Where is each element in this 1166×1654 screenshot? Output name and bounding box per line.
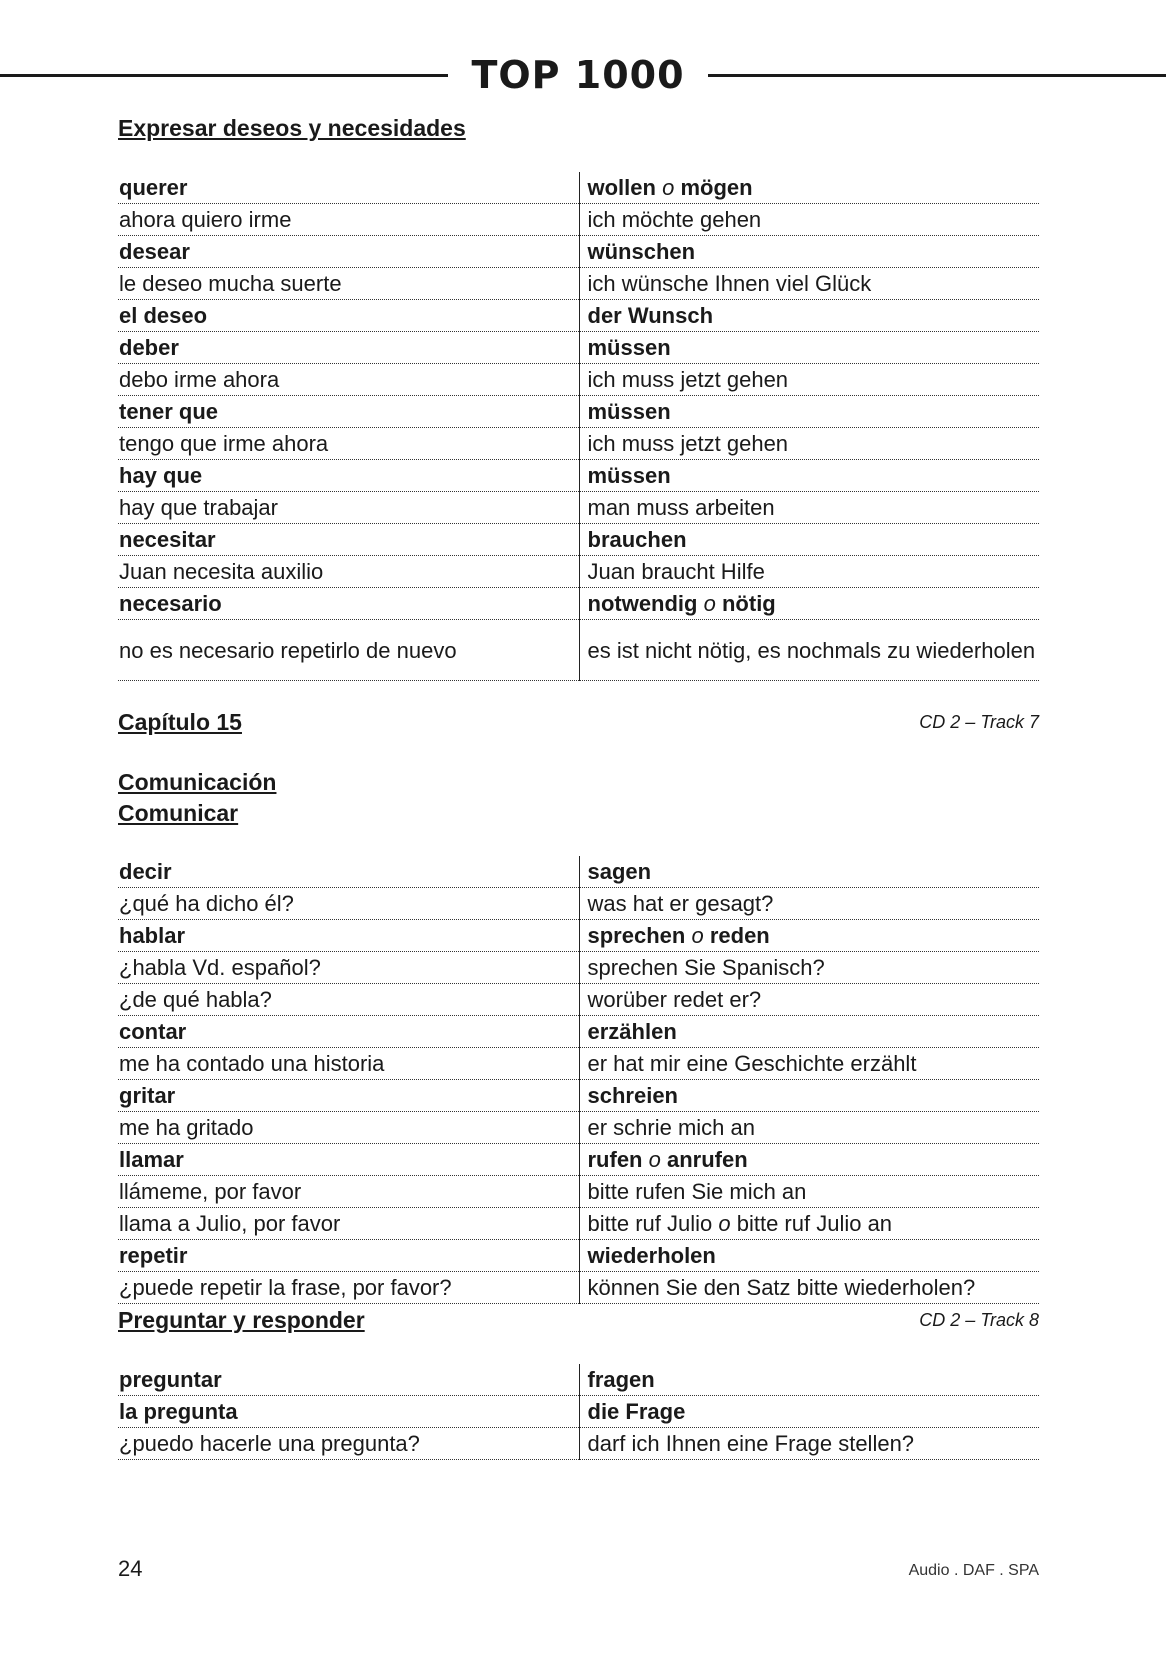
spanish-term: querer xyxy=(118,172,579,204)
german-term xyxy=(579,620,1039,681)
german-term xyxy=(579,920,1039,952)
german-term-text: ich muss jetzt gehen xyxy=(587,367,789,392)
spanish-term: debo irme ahora xyxy=(118,364,579,396)
german-term xyxy=(579,364,1039,396)
german-term xyxy=(579,588,1039,620)
german-term-text: notwendig xyxy=(587,591,698,616)
german-term-text: sagen xyxy=(587,859,652,884)
header-rule-left xyxy=(0,74,448,77)
vocab-row xyxy=(118,1176,1039,1208)
section-track-preguntar: CD 2 – Track 8 xyxy=(919,1310,1039,1330)
spanish-term: la pregunta xyxy=(118,1396,579,1428)
german-term-text: er hat mir eine Geschichte erzählt xyxy=(587,1051,917,1076)
chapter-subtitle-comunicacion: Comunicación xyxy=(118,769,277,795)
spanish-term: necesitar xyxy=(118,524,579,556)
spanish-term: me ha gritado xyxy=(118,1112,579,1144)
german-conjunction: o xyxy=(648,1147,661,1172)
spanish-term: decir xyxy=(118,856,579,888)
vocab-row xyxy=(118,364,1039,396)
spanish-term: no es necesario repetirlo de nuevo xyxy=(118,620,579,681)
spanish-term: llama a Julio, por favor xyxy=(118,1208,579,1240)
german-term-text: die Frage xyxy=(587,1399,686,1424)
chapter-title: Capítulo 15 xyxy=(118,709,242,735)
german-term xyxy=(579,1016,1039,1048)
german-term-text: schreien xyxy=(587,1083,678,1108)
spanish-term: hay que xyxy=(118,460,579,492)
german-term-alt: mögen xyxy=(680,175,753,200)
german-term-text: bitte ruf Julio xyxy=(587,1211,713,1236)
german-term xyxy=(579,396,1039,428)
german-term xyxy=(579,1364,1039,1396)
german-term xyxy=(579,172,1039,204)
vocab-row xyxy=(118,1428,1039,1460)
vocab-row xyxy=(118,492,1039,524)
spanish-term: preguntar xyxy=(118,1364,579,1396)
german-term xyxy=(579,332,1039,364)
spanish-term: tengo que irme ahora xyxy=(118,428,579,460)
german-term-text: darf ich Ihnen eine Frage stellen? xyxy=(587,1431,915,1456)
vocab-row xyxy=(118,1048,1039,1080)
german-term xyxy=(579,984,1039,1016)
german-term xyxy=(579,1048,1039,1080)
vocab-row xyxy=(118,428,1039,460)
german-term xyxy=(579,268,1039,300)
german-term-text: können Sie den Satz bitte wiederholen? xyxy=(587,1275,976,1300)
german-term-text: der Wunsch xyxy=(587,303,714,328)
spanish-term: necesario xyxy=(118,588,579,620)
page-header xyxy=(0,55,1166,95)
german-term-text: wollen xyxy=(587,175,656,200)
spanish-term: gritar xyxy=(118,1080,579,1112)
vocab-row xyxy=(118,1240,1039,1272)
spanish-term: tener que xyxy=(118,396,579,428)
vocab-row xyxy=(118,236,1039,268)
section-title-preguntar: Preguntar y responder xyxy=(118,1307,365,1333)
german-term-text: rufen xyxy=(587,1147,643,1172)
spanish-term: repetir xyxy=(118,1240,579,1272)
vocab-row xyxy=(118,396,1039,428)
german-term xyxy=(579,1240,1039,1272)
vocab-row xyxy=(118,856,1039,888)
header-title: TOP 1000 xyxy=(471,53,685,97)
vocab-row xyxy=(118,888,1039,920)
page-number: 24 xyxy=(118,1556,143,1581)
spanish-term: Juan necesita auxilio xyxy=(118,556,579,588)
german-term xyxy=(579,204,1039,236)
german-term-text: Juan braucht Hilfe xyxy=(587,559,765,584)
german-term-text: wiederholen xyxy=(587,1243,716,1268)
header-rule-right xyxy=(708,74,1166,77)
vocab-table-deseos xyxy=(118,172,1039,681)
german-term-text: er schrie mich an xyxy=(587,1115,756,1140)
vocab-row xyxy=(118,556,1039,588)
german-term xyxy=(579,952,1039,984)
vocab-row xyxy=(118,952,1039,984)
german-term xyxy=(579,1112,1039,1144)
vocab-row xyxy=(118,332,1039,364)
german-term-text: man muss arbeiten xyxy=(587,495,775,520)
german-term-text: erzählen xyxy=(587,1019,677,1044)
german-term-text: brauchen xyxy=(587,527,687,552)
vocab-row xyxy=(118,588,1039,620)
footer-brand: Audio . DAF . SPA xyxy=(908,1562,1039,1579)
spanish-term: llamar xyxy=(118,1144,579,1176)
german-term-text: was hat er gesagt? xyxy=(587,891,774,916)
vocab-row xyxy=(118,524,1039,556)
german-conjunction: o xyxy=(718,1211,731,1236)
german-term-alt: anrufen xyxy=(667,1147,748,1172)
spanish-term: ¿puede repetir la frase, por favor? xyxy=(118,1272,579,1304)
german-term xyxy=(579,300,1039,332)
german-term-alt: reden xyxy=(709,923,770,948)
vocab-row xyxy=(118,1016,1039,1048)
spanish-term: el deseo xyxy=(118,300,579,332)
german-term-text: ich muss jetzt gehen xyxy=(587,431,789,456)
german-term xyxy=(579,428,1039,460)
german-term-text: worüber redet er? xyxy=(587,987,762,1012)
vocab-row xyxy=(118,268,1039,300)
german-term xyxy=(579,524,1039,556)
german-term xyxy=(579,1428,1039,1460)
vocab-row xyxy=(118,1396,1039,1428)
german-term-alt: bitte ruf Julio an xyxy=(736,1211,893,1236)
vocab-table-preguntar xyxy=(118,1364,1039,1460)
german-term xyxy=(579,1208,1039,1240)
chapter-track: CD 2 – Track 7 xyxy=(919,712,1039,732)
german-term xyxy=(579,1080,1039,1112)
german-term-text: es ist nicht nötig, es nochmals zu wiederholen xyxy=(587,637,1036,663)
vocab-row xyxy=(118,1144,1039,1176)
chapter-subtitle-comunicar: Comunicar xyxy=(118,800,239,826)
vocab-row xyxy=(118,1272,1039,1304)
spanish-term: llámeme, por favor xyxy=(118,1176,579,1208)
spanish-term: deber xyxy=(118,332,579,364)
german-conjunction: o xyxy=(691,923,704,948)
vocab-row xyxy=(118,204,1039,236)
vocab-row xyxy=(118,1208,1039,1240)
vocab-row xyxy=(118,460,1039,492)
german-term-text: ich möchte gehen xyxy=(587,207,762,232)
vocab-row xyxy=(118,620,1039,681)
spanish-term: ahora quiero irme xyxy=(118,204,579,236)
german-term-text: wünschen xyxy=(587,239,696,264)
german-term xyxy=(579,1176,1039,1208)
german-term xyxy=(579,888,1039,920)
german-term xyxy=(579,556,1039,588)
german-term-text: ich wünsche Ihnen viel Glück xyxy=(587,271,872,296)
german-term xyxy=(579,236,1039,268)
german-term-text: müssen xyxy=(587,463,671,488)
vocab-row xyxy=(118,984,1039,1016)
vocab-row xyxy=(118,1080,1039,1112)
german-term xyxy=(579,492,1039,524)
spanish-term: ¿de qué habla? xyxy=(118,984,579,1016)
german-term-text: müssen xyxy=(587,399,671,424)
german-term xyxy=(579,1396,1039,1428)
spanish-term: ¿habla Vd. español? xyxy=(118,952,579,984)
spanish-term: hablar xyxy=(118,920,579,952)
german-term xyxy=(579,1144,1039,1176)
german-term-text: fragen xyxy=(587,1367,655,1392)
german-term xyxy=(579,1272,1039,1304)
german-term xyxy=(579,856,1039,888)
vocab-row xyxy=(118,1112,1039,1144)
vocab-row xyxy=(118,920,1039,952)
spanish-term: ¿qué ha dicho él? xyxy=(118,888,579,920)
german-term-alt: nötig xyxy=(721,591,776,616)
spanish-term: le deseo mucha suerte xyxy=(118,268,579,300)
vocab-row xyxy=(118,1364,1039,1396)
german-conjunction: o xyxy=(703,591,716,616)
german-term-text: müssen xyxy=(587,335,671,360)
vocab-row xyxy=(118,300,1039,332)
german-term-text: sprechen xyxy=(587,923,686,948)
vocab-row xyxy=(118,172,1039,204)
german-conjunction: o xyxy=(662,175,675,200)
german-term-text: sprechen Sie Spanisch? xyxy=(587,955,825,980)
spanish-term: hay que trabajar xyxy=(118,492,579,524)
spanish-term: desear xyxy=(118,236,579,268)
spanish-term: ¿puedo hacerle una pregunta? xyxy=(118,1428,579,1460)
spanish-term: me ha contado una historia xyxy=(118,1048,579,1080)
section-title-deseos: Expresar deseos y necesidades xyxy=(118,115,466,141)
german-term-text: bitte rufen Sie mich an xyxy=(587,1179,807,1204)
spanish-term: contar xyxy=(118,1016,579,1048)
german-term xyxy=(579,460,1039,492)
vocab-table-comunicar xyxy=(118,856,1039,1304)
